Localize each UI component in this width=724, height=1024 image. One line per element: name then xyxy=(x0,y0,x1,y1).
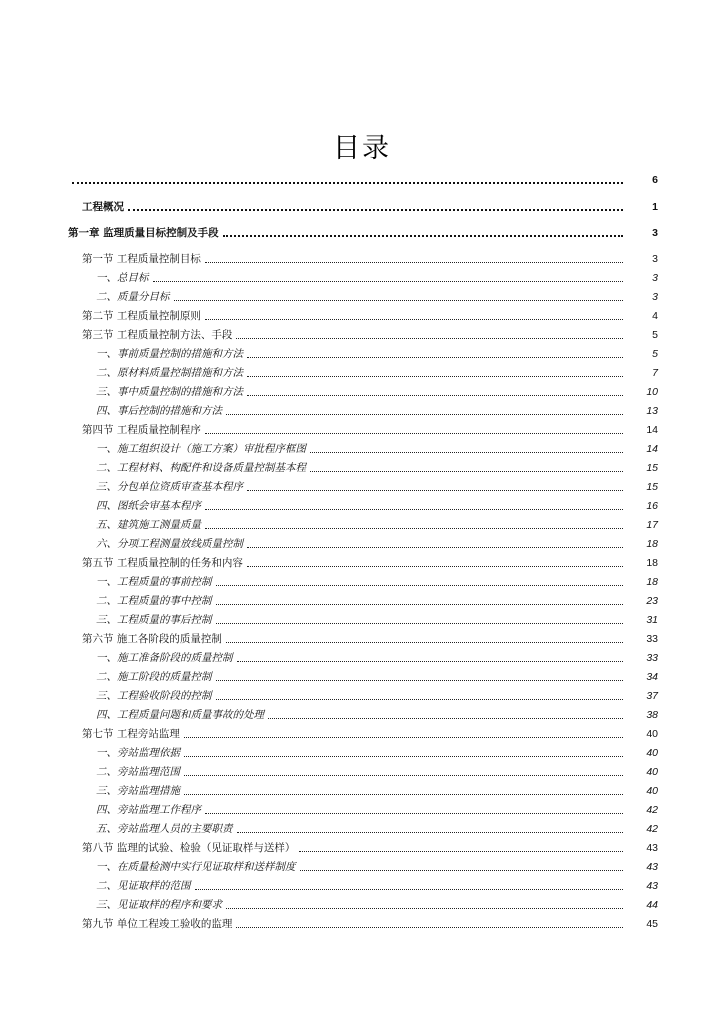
toc-page-number: 5 xyxy=(652,329,658,341)
dot-leader xyxy=(216,621,624,624)
dot-leader xyxy=(72,180,623,184)
toc-entry[interactable] xyxy=(68,269,658,285)
toc-entry[interactable] xyxy=(68,782,658,798)
toc-entry[interactable] xyxy=(68,573,658,589)
toc-entry[interactable] xyxy=(68,171,658,187)
dot-leader xyxy=(226,640,623,643)
toc-entry-label: 一、总目标 xyxy=(96,272,149,284)
toc-entry-label: 第二节 工程质量控制原则 xyxy=(82,310,201,322)
dot-leader xyxy=(236,336,623,339)
toc-entry[interactable] xyxy=(68,877,658,893)
toc-entry-label: 六、分项工程测量放线质量控制 xyxy=(96,538,243,550)
toc-page-number: 5 xyxy=(652,348,658,360)
toc-page-number: 18 xyxy=(646,557,658,569)
dot-leader xyxy=(247,488,623,491)
dot-leader xyxy=(226,906,623,909)
toc-entry-label: 五、建筑施工测量质量 xyxy=(96,519,201,531)
toc-entry[interactable] xyxy=(68,858,658,874)
toc-entry[interactable] xyxy=(68,402,658,418)
dot-leader xyxy=(216,602,624,605)
toc-entry-label: 三、工程验收阶段的控制 xyxy=(96,690,212,702)
dot-leader xyxy=(184,792,623,795)
dot-leader xyxy=(216,697,624,700)
toc-page-number: 13 xyxy=(646,405,658,417)
toc-page-number: 7 xyxy=(652,367,658,379)
toc-entry[interactable] xyxy=(68,497,658,513)
dot-leader xyxy=(153,279,624,282)
toc-entry-label: 四、工程质量问题和质量事故的处理 xyxy=(96,709,264,721)
dot-leader xyxy=(247,355,623,358)
toc-entry-label: 第六节 施工各阶段的质量控制 xyxy=(82,633,222,645)
toc-entry-label: 第五节 工程质量控制的任务和内容 xyxy=(82,557,243,569)
toc-page-number: 14 xyxy=(646,443,658,455)
toc-page-number: 3 xyxy=(652,253,658,265)
dot-leader xyxy=(205,811,623,814)
toc-page-number: 18 xyxy=(646,576,658,588)
toc-page-number: 4 xyxy=(652,310,658,322)
toc-entry-label: 一、施工组织设计（施工方案）审批程序框图 xyxy=(96,443,306,455)
dot-leader xyxy=(247,545,623,548)
dot-leader xyxy=(268,716,623,719)
toc-page-number: 42 xyxy=(646,823,658,835)
dot-leader xyxy=(247,393,623,396)
page-title: 目录 xyxy=(333,133,391,164)
toc-entry[interactable] xyxy=(68,668,658,684)
dot-leader xyxy=(184,735,623,738)
toc-entry-label: 一、施工准备阶段的质量控制 xyxy=(96,652,233,664)
toc-page-number: 10 xyxy=(646,386,658,398)
toc-entry[interactable] xyxy=(68,421,658,437)
toc-page-number: 16 xyxy=(646,500,658,512)
dot-leader xyxy=(299,849,623,852)
toc-page-number: 45 xyxy=(646,918,658,930)
toc-entry[interactable] xyxy=(68,915,658,931)
toc-entry[interactable] xyxy=(68,820,658,836)
toc-page-number: 15 xyxy=(646,462,658,474)
toc-entry[interactable] xyxy=(68,725,658,741)
dot-leader xyxy=(226,412,623,415)
toc-page-number: 40 xyxy=(646,766,658,778)
toc-entry-label: 三、见证取样的程序和要求 xyxy=(96,899,222,911)
toc-entry[interactable] xyxy=(68,345,658,361)
toc-entry-label: 第三节 工程质量控制方法、手段 xyxy=(82,329,233,341)
toc-page-number: 40 xyxy=(646,747,658,759)
toc-entry-label: 四、图纸会审基本程序 xyxy=(96,500,201,512)
toc-page-number: 14 xyxy=(646,424,658,436)
toc-entry[interactable] xyxy=(68,839,658,855)
toc-entry-label: 三、旁站监理措施 xyxy=(96,785,180,797)
toc-page-number: 6 xyxy=(652,174,658,186)
dot-leader xyxy=(184,773,623,776)
toc-page-number: 31 xyxy=(646,614,658,626)
toc-entry[interactable] xyxy=(68,288,658,304)
toc-entry-label: 第七节 工程旁站监理 xyxy=(82,728,180,740)
toc-page-number: 33 xyxy=(646,633,658,645)
toc-page-number: 1 xyxy=(652,201,658,213)
toc-entry-label: 三、工程质量的事后控制 xyxy=(96,614,212,626)
toc-page-number: 3 xyxy=(652,272,658,284)
toc-page-number: 43 xyxy=(646,861,658,873)
toc-entry-label: 工程概况 xyxy=(82,201,124,213)
table-of-contents xyxy=(68,0,658,1024)
toc-page-number: 40 xyxy=(646,785,658,797)
toc-entry[interactable] xyxy=(68,763,658,779)
toc-entry-label: 一、工程质量的事前控制 xyxy=(96,576,212,588)
toc-page-number: 33 xyxy=(646,652,658,664)
dot-leader xyxy=(195,887,624,890)
toc-entry[interactable] xyxy=(68,383,658,399)
toc-entry[interactable] xyxy=(68,326,658,342)
dot-leader xyxy=(300,868,624,871)
dot-leader xyxy=(310,469,623,472)
toc-page-number: 42 xyxy=(646,804,658,816)
toc-page-number: 38 xyxy=(646,709,658,721)
toc-entry[interactable] xyxy=(68,896,658,912)
toc-entry[interactable] xyxy=(68,554,658,570)
toc-entry[interactable] xyxy=(68,307,658,323)
toc-entry-label: 二、质量分目标 xyxy=(96,291,170,303)
toc-entry-label: 四、事后控制的措施和方法 xyxy=(96,405,222,417)
toc-entry-label: 一、旁站监理依据 xyxy=(96,747,180,759)
dot-leader xyxy=(205,431,623,434)
toc-entry[interactable] xyxy=(68,611,658,627)
toc-page-number: 44 xyxy=(646,899,658,911)
toc-entry-label: 二、见证取样的范围 xyxy=(96,880,191,892)
dot-leader xyxy=(216,583,624,586)
dot-leader xyxy=(237,830,624,833)
dot-leader xyxy=(223,233,623,237)
toc-entry-label: 第八节 监理的试验、检验（见证取样与送样） xyxy=(82,842,296,854)
toc-entry[interactable] xyxy=(68,744,658,760)
toc-entry-label: 二、工程质量的事中控制 xyxy=(96,595,212,607)
toc-page-number: 40 xyxy=(646,728,658,740)
toc-page-number: 3 xyxy=(652,291,658,303)
toc-entry-label: 三、事中质量控制的措施和方法 xyxy=(96,386,243,398)
toc-entry[interactable] xyxy=(68,592,658,608)
dot-leader xyxy=(205,317,623,320)
toc-entry-label: 一、在质量检测中实行见证取样和送样制度 xyxy=(96,861,296,873)
toc-entry[interactable] xyxy=(68,801,658,817)
toc-entry[interactable] xyxy=(68,535,658,551)
dot-leader xyxy=(247,564,623,567)
toc-entry[interactable] xyxy=(68,478,658,494)
dot-leader xyxy=(205,526,623,529)
toc-entry-label: 二、工程材料、构配件和设备质量控制基本程 xyxy=(96,462,306,474)
toc-page-number: 15 xyxy=(646,481,658,493)
toc-entry[interactable] xyxy=(68,706,658,722)
toc-entry[interactable] xyxy=(68,364,658,380)
dot-leader xyxy=(247,374,623,377)
toc-entry[interactable] xyxy=(68,224,658,240)
toc-page-number: 3 xyxy=(652,227,658,239)
dot-leader xyxy=(310,450,623,453)
dot-leader xyxy=(216,678,624,681)
toc-entry-label: 第一章 监理质量目标控制及手段 xyxy=(68,227,219,239)
toc-entry[interactable] xyxy=(68,516,658,532)
dot-leader xyxy=(128,207,623,211)
dot-leader xyxy=(237,659,624,662)
toc-entry-label: 二、原材料质量控制措施和方法 xyxy=(96,367,243,379)
toc-page-number: 34 xyxy=(646,671,658,683)
toc-entry[interactable] xyxy=(68,459,658,475)
toc-page-number: 17 xyxy=(646,519,658,531)
toc-entry[interactable] xyxy=(68,250,658,266)
dot-leader xyxy=(205,507,623,510)
toc-entry[interactable] xyxy=(68,440,658,456)
toc-page-number: 18 xyxy=(646,538,658,550)
toc-page-number: 43 xyxy=(646,880,658,892)
toc-entry-label: 一、事前质量控制的措施和方法 xyxy=(96,348,243,360)
dot-leader xyxy=(174,298,624,301)
toc-page-number: 43 xyxy=(646,842,658,854)
toc-entry[interactable] xyxy=(68,630,658,646)
dot-leader xyxy=(236,925,623,928)
toc-entry[interactable] xyxy=(68,649,658,665)
toc-page-number: 23 xyxy=(646,595,658,607)
toc-entry-label: 二、旁站监理范围 xyxy=(96,766,180,778)
toc-entry-label: 三、分包单位资质审查基本程序 xyxy=(96,481,243,493)
toc-entry-label: 第九节 单位工程竣工验收的监理 xyxy=(82,918,233,930)
dot-leader xyxy=(205,260,623,263)
toc-entry-label: 四、旁站监理工作程序 xyxy=(96,804,201,816)
toc-entry-label: 第一节 工程质量控制目标 xyxy=(82,253,201,265)
toc-entry-label: 二、施工阶段的质量控制 xyxy=(96,671,212,683)
toc-entry-label: 五、旁站监理人员的主要职责 xyxy=(96,823,233,835)
toc-entry[interactable] xyxy=(68,687,658,703)
toc-page-number: 37 xyxy=(646,690,658,702)
toc-entry-label: 第四节 工程质量控制程序 xyxy=(82,424,201,436)
toc-entry[interactable] xyxy=(68,198,658,214)
dot-leader xyxy=(184,754,623,757)
